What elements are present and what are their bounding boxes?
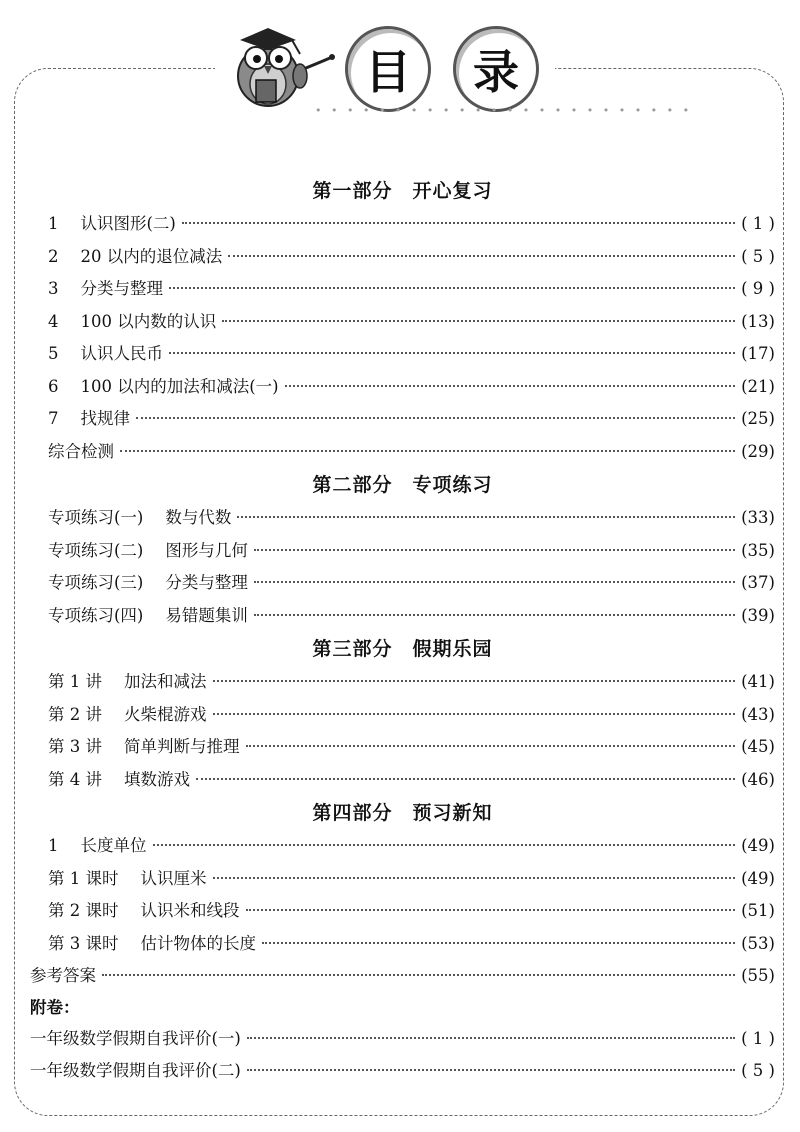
entry-page: (46) bbox=[741, 769, 775, 789]
section-title: 第三部分 假期乐园 bbox=[312, 638, 493, 660]
entry-page: (33) bbox=[741, 508, 775, 527]
title-dots-decoration: • • • • • • • • • • • • • • • • • • • • • • • • bbox=[315, 104, 693, 117]
entry-page: (55) bbox=[741, 966, 775, 985]
entry-page: ( 5 ) bbox=[741, 1061, 775, 1080]
entry-page: ( 1 ) bbox=[741, 214, 775, 233]
entry-label: 长度单位 bbox=[80, 836, 147, 855]
toc-entry[interactable] bbox=[30, 699, 775, 732]
leader-dots bbox=[254, 614, 735, 616]
toc-entry-answers[interactable] bbox=[30, 960, 775, 993]
entry-label: 20 以内的退位减法 bbox=[80, 246, 223, 266]
entry-number: 第 1 讲 bbox=[48, 672, 102, 691]
entry-label: 加法和减法 bbox=[124, 672, 207, 691]
entry-label: 一年级数学假期自我评价(一) bbox=[30, 1028, 241, 1048]
leader-dots bbox=[262, 942, 735, 944]
entry-page: (49) bbox=[741, 868, 775, 888]
leader-dots bbox=[169, 352, 735, 354]
entry-label: 认识人民币 bbox=[80, 344, 163, 363]
entry-page: (53) bbox=[741, 933, 775, 953]
entry-label: 简单判断与推理 bbox=[124, 737, 240, 756]
entry-number: 3 bbox=[48, 279, 59, 298]
leader-dots bbox=[213, 713, 736, 715]
entry-page: (37) bbox=[741, 573, 775, 592]
entry-number: 第 1 课时 bbox=[48, 868, 119, 888]
leader-dots bbox=[213, 877, 736, 879]
entry-label: 估计物体的长度 bbox=[140, 933, 256, 953]
entry-label: 找规律 bbox=[80, 409, 130, 428]
leader-dots bbox=[285, 385, 736, 387]
toc-entry[interactable] bbox=[30, 241, 775, 274]
toc-entry[interactable] bbox=[30, 600, 775, 633]
entry-label: 易错题集训 bbox=[165, 605, 248, 625]
toc-entry[interactable] bbox=[30, 666, 775, 699]
leader-dots bbox=[247, 1069, 735, 1071]
toc-entry[interactable] bbox=[30, 338, 775, 371]
toc-entry[interactable] bbox=[30, 208, 775, 241]
entry-number: 第 3 讲 bbox=[48, 737, 102, 756]
entry-number: 专项练习(一) bbox=[48, 508, 144, 527]
toc-entry[interactable] bbox=[30, 436, 775, 469]
entry-number: 5 bbox=[48, 344, 59, 363]
toc-entry[interactable] bbox=[30, 502, 775, 535]
entry-page: (41) bbox=[741, 672, 775, 691]
leader-dots bbox=[254, 581, 735, 583]
leader-dots bbox=[213, 680, 736, 682]
entry-label: 填数游戏 bbox=[124, 769, 190, 789]
entry-number: 1 bbox=[48, 214, 59, 233]
title-char-2: 录 bbox=[453, 26, 539, 112]
section-title: 第二部分 专项练习 bbox=[312, 474, 493, 496]
toc-entry[interactable] bbox=[30, 273, 775, 306]
leader-dots bbox=[196, 778, 735, 780]
entry-page: (17) bbox=[741, 344, 775, 363]
toc-entry[interactable] bbox=[30, 371, 775, 404]
entry-number: 7 bbox=[48, 409, 59, 428]
toc-entry[interactable] bbox=[30, 863, 775, 896]
entry-page: (29) bbox=[741, 441, 775, 461]
title-char-1: 目 bbox=[345, 26, 431, 112]
leader-dots bbox=[237, 516, 735, 518]
entry-page: (51) bbox=[741, 901, 775, 920]
entry-label: 参考答案 bbox=[30, 966, 96, 985]
toc-entry[interactable] bbox=[30, 928, 775, 961]
entry-label: 数与代数 bbox=[165, 508, 232, 527]
leader-dots bbox=[182, 222, 735, 224]
leader-dots bbox=[136, 417, 735, 419]
entry-page: ( 5 ) bbox=[741, 246, 775, 266]
leader-dots bbox=[246, 745, 736, 747]
entry-number: 4 bbox=[48, 311, 59, 331]
entry-number: 第 2 讲 bbox=[48, 704, 102, 724]
toc-entry[interactable] bbox=[30, 535, 775, 568]
entry-page: (43) bbox=[741, 704, 775, 724]
entry-number: 2 bbox=[48, 246, 59, 266]
appendix-title: 附卷： bbox=[30, 997, 80, 1017]
owl-mascot-icon bbox=[226, 14, 346, 110]
entry-page: ( 9 ) bbox=[741, 279, 775, 298]
toc-entry[interactable] bbox=[30, 895, 775, 928]
entry-number: 6 bbox=[48, 376, 59, 396]
toc-entry-appendix[interactable] bbox=[30, 1023, 775, 1056]
entry-page: (25) bbox=[741, 409, 775, 428]
entry-label: 认识图形(二) bbox=[80, 214, 176, 233]
toc-entry[interactable] bbox=[30, 567, 775, 600]
entry-label: 图形与几何 bbox=[165, 540, 248, 560]
toc-entry[interactable] bbox=[30, 403, 775, 436]
entry-number: 第 4 讲 bbox=[48, 769, 102, 789]
entry-number: 专项练习(二) bbox=[48, 540, 144, 560]
entry-number: 1 bbox=[48, 836, 59, 855]
entry-label: 火柴棍游戏 bbox=[124, 704, 207, 724]
entry-number: 专项练习(四) bbox=[48, 605, 144, 625]
entry-number: 第 3 课时 bbox=[48, 933, 119, 953]
entry-number: 专项练习(三) bbox=[48, 573, 144, 592]
entry-page: ( 1 ) bbox=[741, 1028, 775, 1048]
entry-number: 第 2 课时 bbox=[48, 901, 119, 920]
leader-dots bbox=[228, 255, 735, 257]
toc-entry-appendix[interactable] bbox=[30, 1055, 775, 1088]
leader-dots bbox=[102, 974, 735, 976]
entry-page: (35) bbox=[741, 540, 775, 560]
leader-dots bbox=[153, 844, 736, 846]
leader-dots bbox=[254, 549, 735, 551]
page-title bbox=[345, 26, 539, 112]
section-title: 第一部分 开心复习 bbox=[312, 180, 493, 202]
entry-page: (13) bbox=[741, 311, 775, 331]
entry-page: (39) bbox=[741, 605, 775, 625]
entry-label: 100 以内数的认识 bbox=[80, 311, 217, 331]
section-title: 第四部分 预习新知 bbox=[312, 802, 493, 824]
entry-label: 分类与整理 bbox=[165, 573, 248, 592]
toc-entry[interactable] bbox=[30, 830, 775, 863]
entry-label: 100 以内的加法和减法(一) bbox=[80, 376, 279, 396]
entry-label: 综合检测 bbox=[48, 441, 114, 461]
entry-page: (49) bbox=[741, 836, 775, 855]
entry-label: 认识厘米 bbox=[140, 868, 207, 888]
leader-dots bbox=[120, 450, 735, 452]
entry-label: 分类与整理 bbox=[80, 279, 163, 298]
leader-dots bbox=[247, 1037, 735, 1039]
leader-dots bbox=[222, 320, 735, 322]
toc-entry[interactable] bbox=[30, 306, 775, 339]
leader-dots bbox=[169, 287, 735, 289]
toc-entry[interactable] bbox=[30, 764, 775, 797]
entry-label: 认识米和线段 bbox=[140, 901, 240, 920]
toc bbox=[30, 170, 775, 1088]
toc-entry[interactable] bbox=[30, 731, 775, 764]
entry-page: (21) bbox=[741, 376, 775, 396]
entry-label: 一年级数学假期自我评价(二) bbox=[30, 1061, 241, 1080]
leader-dots bbox=[246, 909, 736, 911]
entry-page: (45) bbox=[741, 737, 775, 756]
